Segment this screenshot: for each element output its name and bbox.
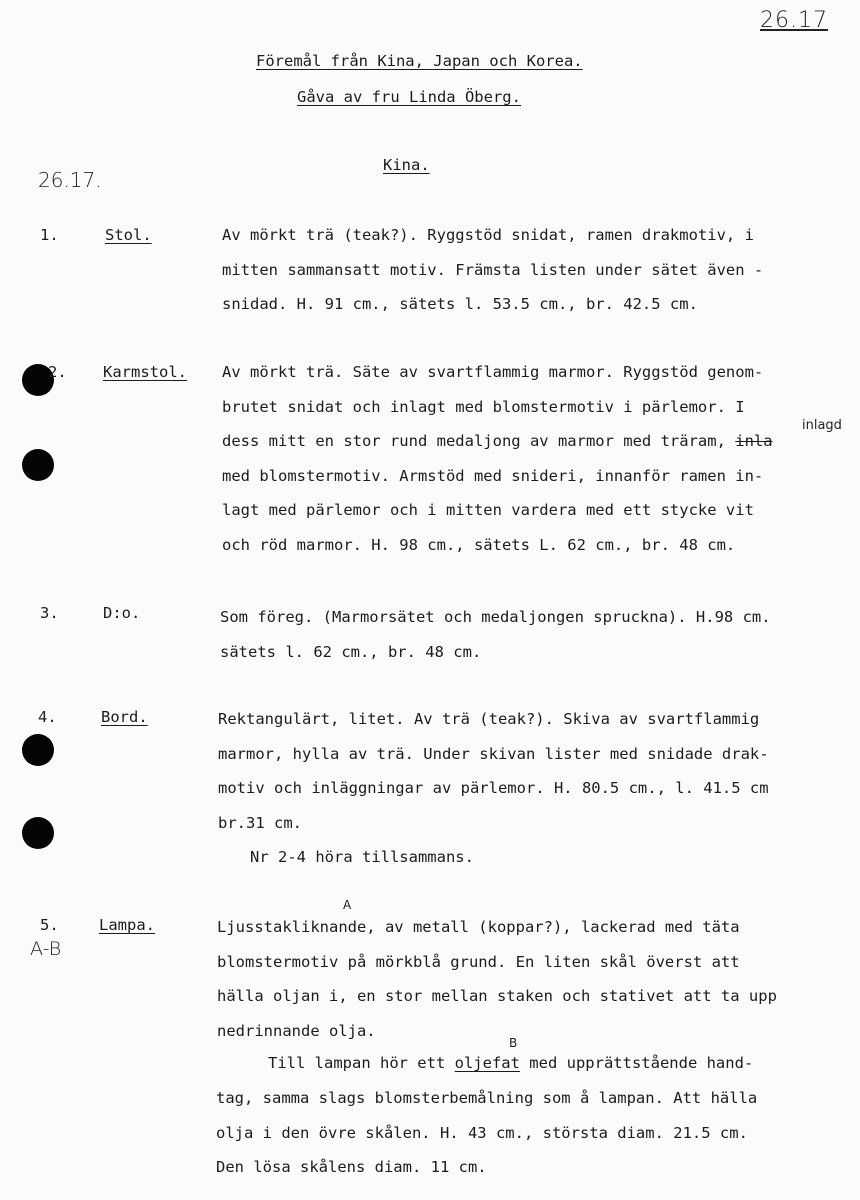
- text-line: lagt med pärlemor och i mitten vardera med ett stycke vit: [222, 501, 754, 519]
- text-line: hälla oljan i, en stor mellan staken och stativet att ta upp: [217, 987, 777, 1005]
- entry-number: 1.: [40, 226, 59, 244]
- text-line-part: Till lampan hör ett: [268, 1054, 455, 1072]
- handwritten-insertion: inlagd: [802, 418, 842, 433]
- entry-description: [216, 1081, 757, 1185]
- entry-description: [218, 702, 769, 840]
- entry-number: 5.: [40, 916, 59, 934]
- entry-description: [220, 600, 771, 669]
- handwritten-mark: B: [509, 1036, 518, 1050]
- paragraph-first-line: [268, 1046, 753, 1081]
- entry-name: Karmstol.: [103, 363, 187, 381]
- entry-description: [217, 910, 777, 1048]
- text-line-part: dess mitt en stor rund medaljong av marmor med träram,: [222, 432, 726, 450]
- entry-name: Stol.: [105, 226, 152, 244]
- text-line: snidad. H. 91 cm., sätets l. 53.5 cm., br. 42.5 cm.: [222, 295, 698, 313]
- text-line: nedrinnande olja.: [217, 1021, 376, 1040]
- handwritten-mark: A: [343, 898, 352, 912]
- text-line: br.31 cm.: [218, 813, 302, 832]
- text-line-part: med upprättstående hand-: [519, 1054, 754, 1072]
- entry-name: Lampa.: [99, 916, 155, 934]
- text-line: marmor, hylla av trä. Under skivan lister med snidade drak-: [218, 744, 769, 763]
- text-line: sätets l. 62 cm., br. 48 cm.: [220, 642, 482, 661]
- page-title: Föremål från Kina, Japan och Korea.: [256, 52, 583, 70]
- text-line: Som föreg. (Marmorsätet och medaljongen spruckna). H.98 cm.: [220, 608, 771, 626]
- entry-number: 3.: [40, 604, 59, 622]
- page-subtitle: Gåva av fru Linda Öberg.: [297, 88, 521, 106]
- text-line: mitten sammansatt motiv. Främsta listen under sätet även -: [222, 260, 764, 279]
- text-line: [222, 424, 773, 459]
- text-line: olja i den övre skålen. H. 43 cm., största diam. 21.5 cm.: [216, 1123, 748, 1142]
- entry-description: [222, 355, 773, 562]
- text-line: Rektangulärt, litet. Av trä (teak?). Skiva av svartflammig: [218, 710, 760, 728]
- text-line: tag, samma slags blomsterbemålning som å lampan. Att hälla: [216, 1089, 758, 1107]
- section-heading: Kina.: [383, 156, 430, 174]
- text-line: motiv och inläggningar av pärlemor. H. 80.5 cm., l. 41.5 cm: [218, 779, 769, 797]
- text-line: med blomstermotiv. Armstöd med snideri, innanför ramen in-: [222, 466, 764, 485]
- entry-name: Bord.: [101, 708, 148, 726]
- punch-hole: [22, 817, 54, 849]
- page-number: 26.17: [760, 8, 828, 33]
- entry-description: [222, 218, 763, 322]
- underlined-word: oljefat: [454, 1054, 520, 1072]
- entry-number: 4.: [38, 708, 57, 726]
- margin-reference: 26.17.: [38, 168, 102, 192]
- text-line: Av mörkt trä (teak?). Ryggstöd snidat, ramen drakmotiv, i: [222, 226, 754, 244]
- entry-note: Nr 2-4 höra tillsammans.: [250, 848, 474, 866]
- text-line: blomstermotiv på mörkblå grund. En liten skål överst att: [217, 952, 740, 971]
- struck-word: inla: [735, 432, 773, 450]
- text-line: och röd marmor. H. 98 cm., sätets L. 62 cm., br. 48 cm.: [222, 535, 736, 554]
- punch-hole: [22, 449, 54, 481]
- handwritten-reference: A-B: [30, 938, 62, 960]
- entry-number: 2.: [48, 363, 67, 381]
- text-line: Den lösa skålens diam. 11 cm.: [216, 1158, 487, 1176]
- punch-hole: [22, 734, 54, 766]
- text-line: Av mörkt trä. Säte av svartflammig marmor. Ryggstöd genom-: [222, 363, 764, 381]
- text-line: brutet snidat och inlagt med blomstermotiv i pärlemor. I: [222, 397, 745, 416]
- text-line: Ljusstakliknande, av metall (koppar?), lackerad med täta: [217, 918, 740, 936]
- entry-name: D:o.: [103, 604, 141, 622]
